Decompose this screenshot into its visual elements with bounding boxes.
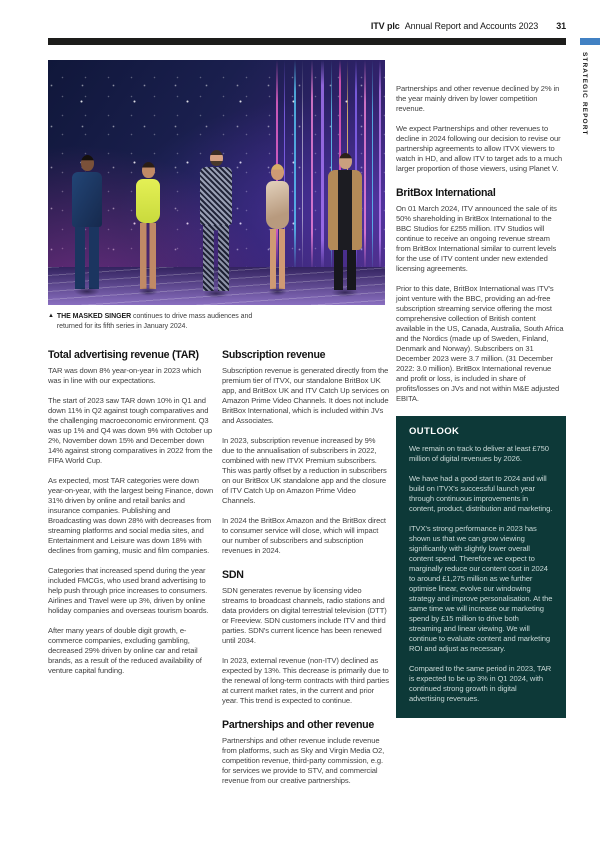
column-britbox-outlook: [396, 84, 564, 718]
section-accent-bar: [580, 38, 600, 45]
outlook-heading: OUTLOOK: [409, 426, 460, 437]
partnerships-decline-paragraph: We expect Partnerships and other revenues to decline in 2024 following our decision to revise our partnership agreements to allow ITVX viewers to watch in HD, and allow ITV to target ads to a much larger proportion of those viewers, using Planet V.: [396, 124, 562, 173]
outlook-paragraph: Compared to the same period in 2023, TAR is expected to be up 3% in Q1 2024, with continued strong growth in digital advertising revenues.: [409, 664, 552, 703]
panelist-silver-dress: [266, 164, 289, 289]
partnerships-decline-paragraph: Partnerships and other revenue declined by 2% in the year mainly driven by lower competition revenue.: [396, 84, 560, 113]
heading-tar: Total advertising revenue (TAR): [48, 349, 199, 361]
britbox-paragraph: On 01 March 2024, ITV announced the sale of its 50% shareholding in BritBox International to the BBC Studios for £255 million. ITV Studios will continue to receive an ongoing revenue stream from BritBox International similar to current levels for the use of ITV content under new extended licensing agreements.: [396, 204, 557, 273]
caption-text: THE MASKED SINGER continues to drive mass audiences and returned for its fifth series in January 2024.: [56, 313, 253, 330]
page-header: [48, 21, 566, 31]
panelist-navy-suit: [72, 155, 102, 289]
report-title: Annual Report and Accounts 2023: [404, 21, 539, 31]
masked-singer-photo: [48, 60, 385, 305]
tar-paragraph: Categories that increased spend during the year included FMCGs, who used brand advertising to help push through price increases to consumers. Airlines and Travel were up 3%, driven by online holiday companies and overseas tourism boards.: [48, 566, 209, 615]
tar-paragraph: As expected, most TAR categories were down year-on-year, with the largest being Finance, down 31% driven by online and retail banks and insurance companies. Publishing and Broadcasting was down 28% with decreases from streaming platforms and social media sites, and Entertainment and Leisure was down 18% with declines from gaming, music and film companies.: [48, 476, 214, 555]
subscription-paragraph: Subscription revenue is generated directly from the premium tier of ITVX, our standalone BritBox UK app, and BritBox UK and ITV Catch Up services on Amazon Prime Video Channels. It does not include BritBox International, which is included within JVs and Associates.: [222, 366, 389, 425]
heading-partnerships: Partnerships and other revenue: [222, 719, 375, 731]
heading-sdn: SDN: [222, 569, 244, 581]
column-tar: [48, 349, 215, 686]
outlook-paragraph: ITVX's strong performance in 2023 has shown us that we can grow viewing significantly with slightly lower overall content spend. Therefore we expect to marginally reduce our content cost in 2024 to around £1,275 million as we further optimise linear, evolve our windowing strategy and improve personalisation. At the same time we will increase our marketing spend by £15 million to drive both streaming and linear viewing. We will continue to evaluate content and marketing ROI and adjust as necessary.: [409, 524, 553, 653]
panelist-camel-coat: [328, 153, 362, 290]
photo-caption: [48, 312, 263, 331]
sdn-paragraph: SDN generates revenue by licensing video streams to broadcast channels, radio stations and data providers on digital terrestrial television (DTT) or Freeview. SDN customers include ITV and third parties. SDN's current licence has been renewed until 2034.: [222, 586, 387, 645]
panelist-patterned-suit: [200, 150, 232, 291]
heading-subscription-revenue: Subscription revenue: [222, 349, 326, 361]
panelist-yellow-dress: [136, 162, 160, 289]
caption-marker-icon: ▲: [48, 313, 54, 319]
tar-paragraph: After many years of double digit growth, e-commerce companies, excluding gambling, decreased 29% driven by online car and retail brands, as a result of the reduced availability of venture capital funding.: [48, 626, 202, 675]
tar-paragraph: TAR was down 8% year-on-year in 2023 which was in line with our expectations.: [48, 366, 202, 385]
outlook-paragraph: We have had a good start to 2024 and will build on ITVX's successful launch year through continuous improvements in content, product, distribution and marketing.: [409, 474, 553, 513]
subscription-paragraph: In 2024 the BritBox Amazon and the BritBox direct to consumer service will close, which will impact our number of subscribers and subscription revenues in 2024.: [222, 516, 386, 555]
outlook-paragraph: We remain on track to deliver at least £750 million of digital revenues by 2026.: [409, 444, 549, 463]
heading-britbox-international: BritBox International: [396, 187, 496, 199]
outlook-callout: [396, 416, 566, 718]
column-subscription-sdn-partnerships: [222, 349, 389, 796]
header-rule: [48, 38, 566, 45]
subscription-paragraph: In 2023, subscription revenue increased by 9% due to the annualisation of subscribers in 2022, combined with new ITVX Premium subscribers. This was partly offset by a reduction in subscribers on our BritBox UK standalone app and the closure of ITV Catch Up on Amazon Prime Video Channels.: [222, 436, 387, 505]
panel-members: [48, 60, 385, 305]
section-tab-strategic-report: STRATEGIC REPORT: [581, 52, 588, 136]
partnerships-paragraph: Partnerships and other revenue include revenue from platforms, such as Sky and Virgin Media O2, competition revenue, third-party commission, e.g. for services we provide to STV, and commercial revenue from our creative partnerships.: [222, 736, 385, 785]
tar-paragraph: The start of 2023 saw TAR down 10% in Q1 and down 11% in Q2 against tough comparatives and the challenging macroeconomic environment. Q3 was up 1% and Q4 was down 9% with October up 2%, November down 15% and December down 14% against strong comparatives in 2022 from the FIFA World Cup.: [48, 396, 213, 465]
page-number: 31: [556, 21, 566, 31]
brand-name: ITV plc: [370, 21, 400, 31]
sdn-paragraph: In 2023, external revenue (non-ITV) declined as expected by 13%. This decrease is primarily due to the renewal of long-term contracts with third parties at current market rates, in the current and prior year. This trend is expected to continue.: [222, 656, 389, 705]
britbox-paragraph: Prior to this date, BritBox International was ITV's joint venture with the BBC, providing an ad-free subscription streaming service offering the most comprehensive collection of British content available in the US, Canada, Australia, South Africa and the Nordics (made up of Sweden, Finland, Denmark and Norway). Subscribers on 31 December 2023 were 3.7 million. (31 December 2022: 3.0 million). BritBox International revenue and profit or loss, is included in share of profits/losses on JVs and not within M&E adjusted EBITA.: [396, 284, 564, 403]
